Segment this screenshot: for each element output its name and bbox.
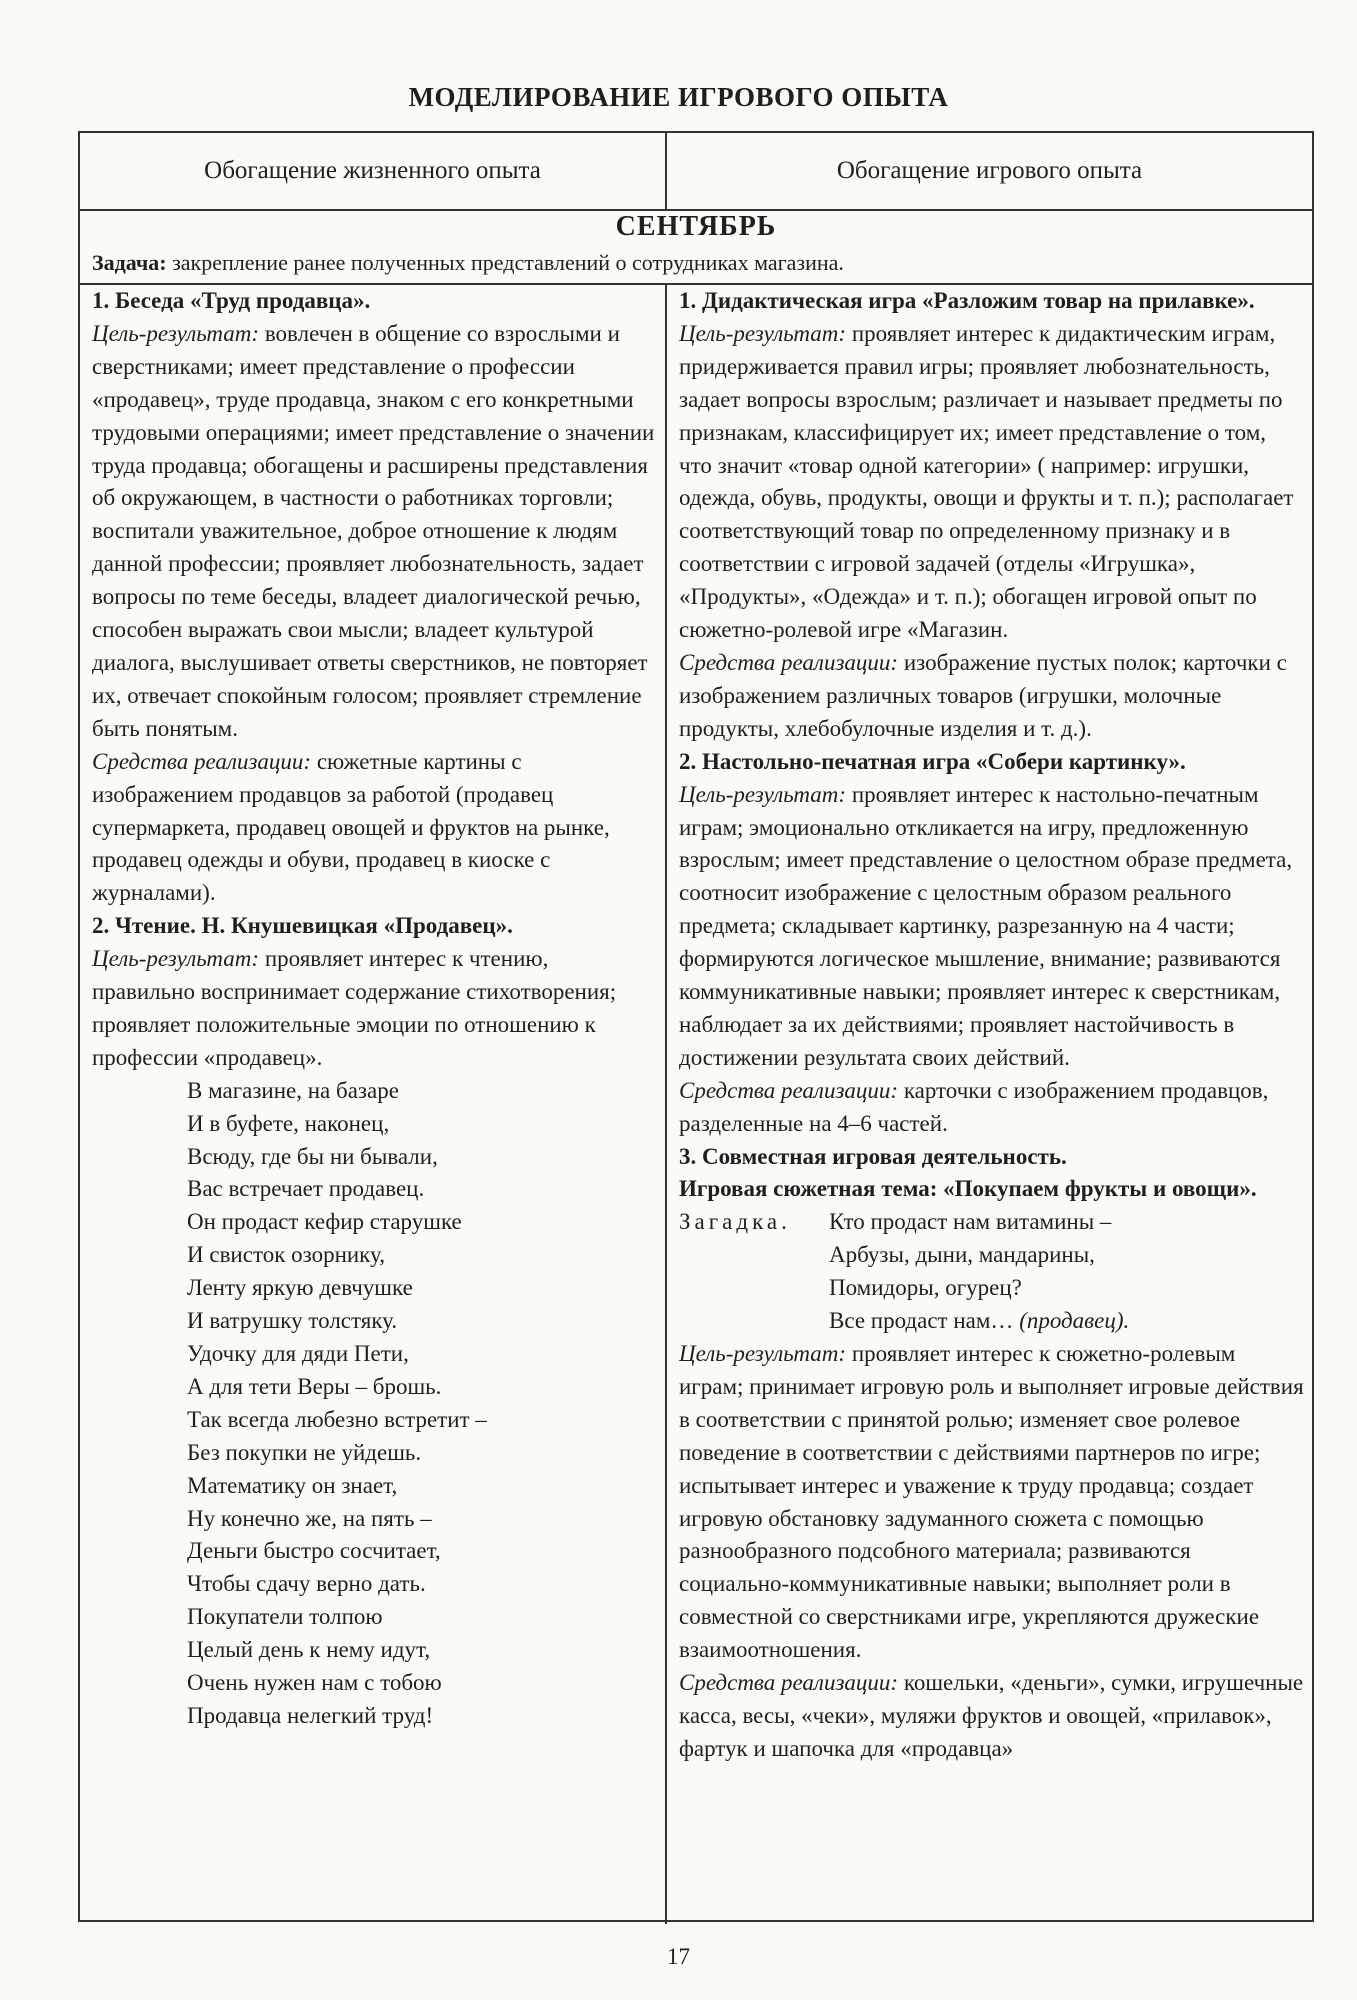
means-label: Средства реализации: xyxy=(679,1077,899,1103)
poem-line: Удочку для дяди Пети, xyxy=(187,1341,409,1366)
riddle-line: Помидоры, огурец? xyxy=(829,1275,1022,1301)
poem-line: Покупатели толпою xyxy=(187,1604,383,1630)
right-column xyxy=(679,285,1304,1766)
goal-label: Цель-результат: xyxy=(679,320,847,346)
means-text: изображение пустых полок; карточки с изображением различных товаров (игрушки, молочные продукты, хлебобулочные изделия и т. д.). xyxy=(679,649,1287,741)
goal-label: Цель-результат: xyxy=(679,1341,847,1366)
activity-table xyxy=(78,131,1314,1922)
goal-text: проявляет интерес к сюжетно-ролевым играм; принимает игровую роль и выполняет игровые действия в соответствии с принятой ролью; изменяет свое ролевое поведение в соответствии с действиями партнеров по игре; испытывает интерес и уважение к труду продавца; создает игровую обстановку задуманного сюжета с помощью разнообразного подсобного материала; развиваются социально-коммуникативные навыки; выполняет роли в совместной со сверстниками игре, укрепляются дружеские взаимоотношения. xyxy=(679,1341,1304,1663)
task-line xyxy=(92,250,1300,276)
poem xyxy=(92,1075,657,1733)
column-divider xyxy=(665,283,667,1924)
poem-line: Продавца нелегкий труд! xyxy=(187,1702,434,1728)
right-section-1-heading: 1. Дидактическая игра «Разложим товар на прилавке». xyxy=(679,288,1255,313)
means-label: Средства реализации: xyxy=(92,748,312,774)
poem-line: Вас встречает продавец. xyxy=(187,1176,425,1202)
poem-line: И свисток озорнику, xyxy=(187,1242,385,1268)
right-section-3-means xyxy=(679,1667,1304,1766)
right-section-2-heading: 2. Настольно-печатная игра «Собери картинку». xyxy=(679,748,1186,774)
right-section-2-means xyxy=(679,1075,1304,1141)
left-section-1-heading: 1. Беседа «Труд продавца». xyxy=(92,288,371,313)
means-text: кошельки, «деньги», сумки, игрушечные касса, весы, «чеки», муляжи фруктов и овощей, «прилавок», фартук и шапочка для «продавца» xyxy=(679,1670,1304,1761)
goal-label: Цель-результат: xyxy=(92,320,260,346)
left-section-1-goal xyxy=(92,318,657,746)
month-heading: СЕНТЯБРЬ xyxy=(615,211,777,242)
right-section-3-goal xyxy=(679,1338,1304,1667)
left-section-1-means xyxy=(92,746,657,911)
poem-line: В магазине, на базаре xyxy=(187,1077,399,1103)
goal-text: вовлечен в общение со взрослыми и сверстниками; имеет представление о профессии «продавец», труде продавца, знаком с его конкретными трудовыми операциями; имеет представление о значении труда продавца; обогащены и расширены представления об окружающем, в частности о работниках торговли; воспитали уважительное, доброе отношение к людям данной профессии; проявляет любознательность, задает вопросы по теме беседы, владеет диалогической речью, способен выражать свои мысли; владеет культурой диалога, выслушивает ответы сверстников, не повторяет их, отвечает спокойным голосом; проявляет стремление быть понятым. xyxy=(92,320,655,741)
task-label: Задача: xyxy=(92,250,167,275)
poem-line: И в буфете, наконец, xyxy=(187,1110,390,1136)
poem-line: Ну конечно же, на пять – xyxy=(187,1505,432,1531)
poem-line: Деньги быстро сосчитает, xyxy=(187,1538,441,1564)
means-text: карточки с изображением продавцов, разделенные на 4–6 частей. xyxy=(679,1077,1269,1136)
poem-line: Он продаст кефир старушке xyxy=(187,1209,462,1235)
poem-line: Без покупки не уйдешь. xyxy=(187,1439,422,1465)
right-section-1-goal xyxy=(679,318,1304,647)
left-section-2-goal xyxy=(92,943,657,1075)
poem-line: И ватрушку толстяку. xyxy=(187,1308,398,1334)
goal-label: Цель-результат: xyxy=(679,781,847,807)
poem-line: Всюду, где бы ни бывали, xyxy=(187,1143,438,1169)
riddle xyxy=(679,1206,1304,1338)
poem-line: Целый день к нему идут, xyxy=(187,1637,431,1663)
page-number: 17 xyxy=(667,1944,690,1969)
right-section-2-goal xyxy=(679,779,1304,1075)
poem-line: Так всегда любезно встретит – xyxy=(187,1406,487,1432)
right-section-3-theme: Игровая сюжетная тема: «Покупаем фрукты и овощи». xyxy=(679,1176,1257,1202)
left-section-2-heading: 2. Чтение. Н. Кнушевицкая «Продавец». xyxy=(92,913,513,939)
right-section-1-means xyxy=(679,647,1304,746)
goal-text: проявляет интерес к чтению, правильно воспринимает содержание стихотворения; проявляет положительные эмоции по отношению к профессии «продавец». xyxy=(92,946,617,1070)
means-label: Средства реализации: xyxy=(679,1670,899,1696)
poem-line: Очень нужен нам с тобою xyxy=(187,1670,442,1696)
goal-text: проявляет интерес к дидактическим играм, придерживается правил игры; проявляет любознательность, задает вопросы взрослым; различает и называет предметы по признакам, классифицирует их; имеет представление о том, что значит «товар одной категории» ( например: игрушки, одежда, обувь, продукты, овощи и фрукты и т. п.); располагает соответствующий товар по определенному признаку и в соответствии с игровой задачей (отделы «Игрушка», «Продукты», «Одежда» и т. п.); обогащен игровой опыт по сюжетно-ролевой игре «Магазин. xyxy=(679,320,1294,643)
poem-line: А для тети Веры – брошь. xyxy=(187,1373,442,1399)
riddle-last-line xyxy=(829,1305,1129,1338)
riddle-label: Загадка. xyxy=(679,1209,791,1235)
poem-line: Математику он знает, xyxy=(187,1472,398,1498)
means-label: Средства реализации: xyxy=(679,649,899,675)
goal-label: Цель-результат: xyxy=(92,946,260,972)
right-section-3-heading: 3. Совместная игровая деятельность. xyxy=(679,1143,1067,1169)
riddle-line: Арбузы, дыни, мандарины, xyxy=(829,1242,1095,1268)
riddle-answer: (продавец). xyxy=(1019,1308,1130,1334)
means-text: сюжетные картины с изображением продавцов за работой (продавец супермаркета, продавец овощей и фруктов на рынке, продавец одежды и обуви, продавец в киоске с журналами). xyxy=(92,748,610,906)
goal-text: проявляет интерес к настольно-печатным играм; эмоционально откликается на игру, предложенную взрослым; имеет представление о целостном образе предмета, соотносит изображение с целостным образом реального предмета; складывает картинку, разрезанную на 4 части; формируются логическое мышление, внимание; развиваются коммуникативные навыки; проявляет интерес к сверстникам, наблюдает за их действиями; проявляет настойчивость в достижении результата своих действий. xyxy=(679,781,1293,1070)
riddle-line: Кто продаст нам витамины – xyxy=(829,1209,1112,1235)
page-title: МОДЕЛИРОВАНИЕ ИГРОВОГО ОПЫТА xyxy=(408,82,949,112)
poem-line: Чтобы сдачу верно дать. xyxy=(187,1571,426,1597)
riddle-text xyxy=(829,1206,1129,1338)
header-right: Обогащение игрового опыта xyxy=(836,157,1143,184)
task-text: закрепление ранее полученных представлений о сотрудниках магазина. xyxy=(166,250,844,275)
left-column xyxy=(92,285,657,1733)
header-left: Обогащение жизненного опыта xyxy=(204,157,541,184)
poem-line: Ленту яркую девчушке xyxy=(187,1275,413,1301)
riddle-line: Все продаст нам… xyxy=(829,1308,1020,1334)
